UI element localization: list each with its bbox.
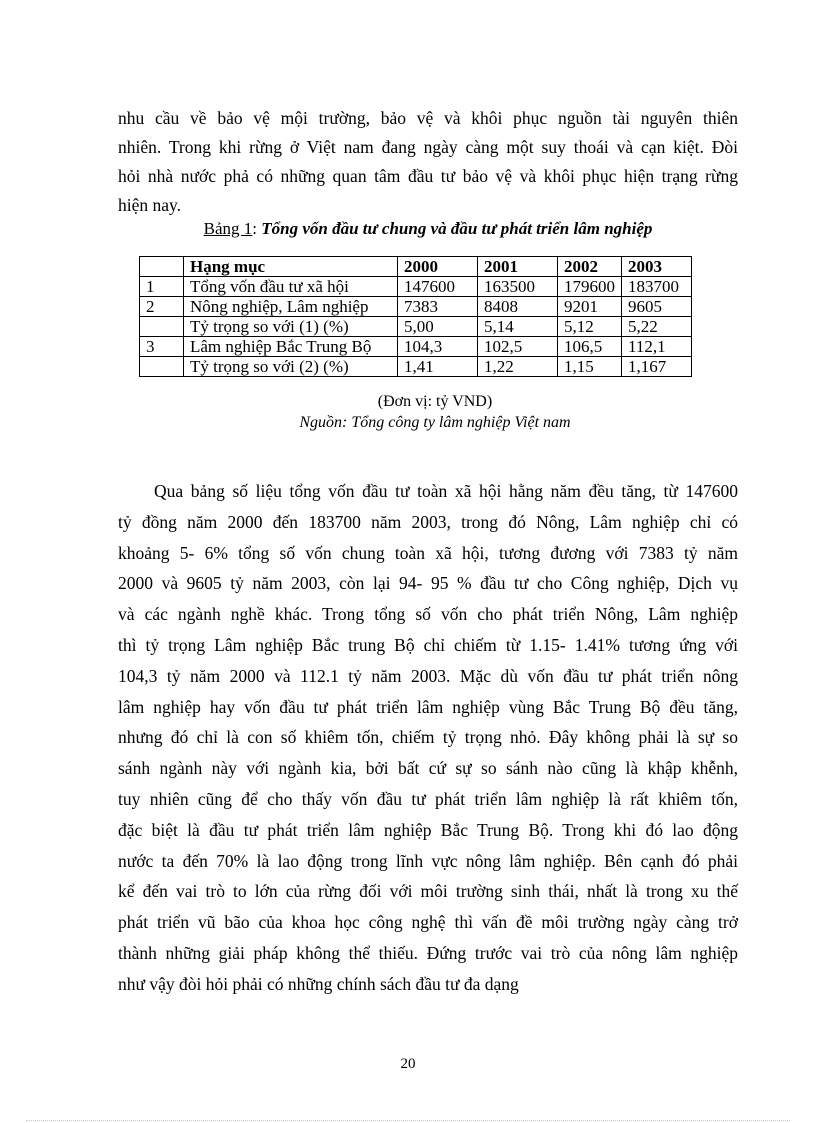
table-header-cell: 2001 xyxy=(478,257,558,277)
text-line: sánh ngành này với ngành kia, bởi bất cứ sự so sánh nào cũng là khập khễnh, xyxy=(118,758,738,779)
table-cell: 9605 xyxy=(622,297,692,317)
table-caption xyxy=(118,217,738,241)
table-row xyxy=(140,357,692,377)
table-cell xyxy=(140,357,184,377)
text-line: và các ngành nghề khác. Trong tổng số vốn cho phát triển Nông, Lâm nghiệp xyxy=(118,604,738,625)
unit-note: (Đơn vị: tỷ VND) xyxy=(377,393,493,410)
text-line: nhu cầu về bảo vệ mội trường, bảo vệ và khôi phục nguồn tài nguyên thiên xyxy=(118,108,738,128)
table-cell: Tỷ trọng so với (1) (%) xyxy=(184,317,398,337)
table-cell: Lâm nghiệp Bắc Trung Bộ xyxy=(184,337,398,357)
table-header-cell: 2002 xyxy=(558,257,622,277)
table-cell: 7383 xyxy=(398,297,478,317)
table-cell: 112,1 xyxy=(622,337,692,357)
page-bottom-divider xyxy=(26,1120,790,1121)
table-cell: 179600 xyxy=(558,277,622,297)
text-line: thành những giải pháp không thể thiếu. Đứng trước vai trò của nông lâm nghiệp xyxy=(118,942,738,963)
table-cell: 1,167 xyxy=(622,357,692,377)
table-cell xyxy=(140,317,184,337)
table-cell: 104,3 xyxy=(398,337,478,357)
table-row xyxy=(140,297,692,317)
table-cell: 1,41 xyxy=(398,357,478,377)
table-cell: Nông nghiệp, Lâm nghiệp xyxy=(184,297,398,317)
text-line: hỏi nhà nước phả có những quan tâm đầu tư bảo vệ và khôi phục hiện trạng rừng xyxy=(118,166,738,186)
text-line: hiện nay. xyxy=(118,195,182,215)
table-cell: 5,22 xyxy=(622,317,692,337)
table-cell: 5,14 xyxy=(478,317,558,337)
intro-paragraph xyxy=(118,104,738,220)
source-note: Nguồn: Tổng công ty lâm nghiệp Việt nam xyxy=(299,414,571,431)
text-line: tỷ đồng năm 2000 đến 183700 năm 2003, trong đó Nông, Lâm nghiệp chỉ có xyxy=(118,511,738,532)
table-cell: 183700 xyxy=(622,277,692,297)
text-line: như vậy đòi hỏi phải có những chính sách đầu tư đa dạng xyxy=(118,973,519,994)
table-cell: 1,15 xyxy=(558,357,622,377)
text-line: đặc biệt là đầu tư phát triển lâm nghiệp Bắc Trung Bộ. Trong khi đó lao động xyxy=(118,819,738,840)
text-line: nước ta đến 70% là lao động trong lĩnh vực nông lâm nghiệp. Bên cạnh đó phải xyxy=(118,850,738,871)
table-row xyxy=(140,317,692,337)
text-line: nhưng đó chỉ là con số khiêm tốn, chiếm tỷ trọng nhỏ. Đây không phải là sự so xyxy=(118,727,738,748)
text-line: thì tỷ trọng Lâm nghiệp Bắc trung Bộ chỉ chiếm từ 1.15- 1.41% tương ứng với xyxy=(118,634,738,655)
table-cell: Tỷ trọng so với (2) (%) xyxy=(184,357,398,377)
table-header-cell: Hạng mục xyxy=(184,257,398,277)
table-cell: 8408 xyxy=(478,297,558,317)
table-cell: 9201 xyxy=(558,297,622,317)
text-line: khoảng 5- 6% tổng số vốn chung toàn xã hội, tương đương với 7383 tỷ năm xyxy=(118,542,738,563)
table-cell: 2 xyxy=(140,297,184,317)
table-header-cell xyxy=(140,257,184,277)
table-cell: 5,00 xyxy=(398,317,478,337)
table-cell: 1 xyxy=(140,277,184,297)
table-caption-label: Bảng 1 xyxy=(203,219,253,238)
page-number: 20 xyxy=(400,1056,416,1072)
table-cell: 106,5 xyxy=(558,337,622,357)
table-cell: 3 xyxy=(140,337,184,357)
table-cell: 147600 xyxy=(398,277,478,297)
investment-table xyxy=(139,256,692,377)
table-header-row xyxy=(140,257,692,277)
text-line: tuy nhiên cũng để cho thấy vốn đầu tư phát triển lâm nghiệp là rất khiêm tốn, xyxy=(118,788,738,809)
text-line: kể đến vai trò to lớn của rừng đối với môi trường sinh thái, nhất là trong xu thế xyxy=(118,881,738,902)
table-cell: 5,12 xyxy=(558,317,622,337)
table-caption-separator: : xyxy=(252,219,262,238)
table-header-cell: 2000 xyxy=(398,257,478,277)
table-row xyxy=(140,337,692,357)
text-line: 104,3 tỷ năm 2000 và 112.1 tỷ năm 2003. Mặc dù vốn đầu tư phát triển nông xyxy=(118,665,738,686)
table-row xyxy=(140,277,692,297)
table-cell: Tổng vốn đầu tư xã hội xyxy=(184,277,398,297)
table-header-cell: 2003 xyxy=(622,257,692,277)
table-cell: 163500 xyxy=(478,277,558,297)
text-line: phát triển vũ bão của khoa học công nghệ thì vấn đề môi trường ngày càng trở xyxy=(118,912,738,933)
text-line: Qua bảng số liệu tổng vốn đầu tư toàn xã hội hằng năm đều tăng, từ 147600 xyxy=(154,481,738,501)
text-line: nhiên. Trong khi rừng ở Việt nam đang ngày càng một suy thoái và cạn kiệt. Đòi xyxy=(118,137,738,157)
text-line: lâm nghiệp hay vốn đầu tư phát triển lâm nghiệp vùng Bắc Trung Bộ đều tăng, xyxy=(118,696,738,717)
table-caption-title: Tổng vốn đầu tư chung và đầu tư phát triển lâm nghiệp xyxy=(261,219,653,238)
text-line: 2000 và 9605 tỷ năm 2003, còn lại 94- 95 % đầu tư cho Công nghiệp, Dịch vụ xyxy=(118,573,738,594)
table-cell: 102,5 xyxy=(478,337,558,357)
analysis-paragraph xyxy=(118,476,738,1000)
table-cell: 1,22 xyxy=(478,357,558,377)
